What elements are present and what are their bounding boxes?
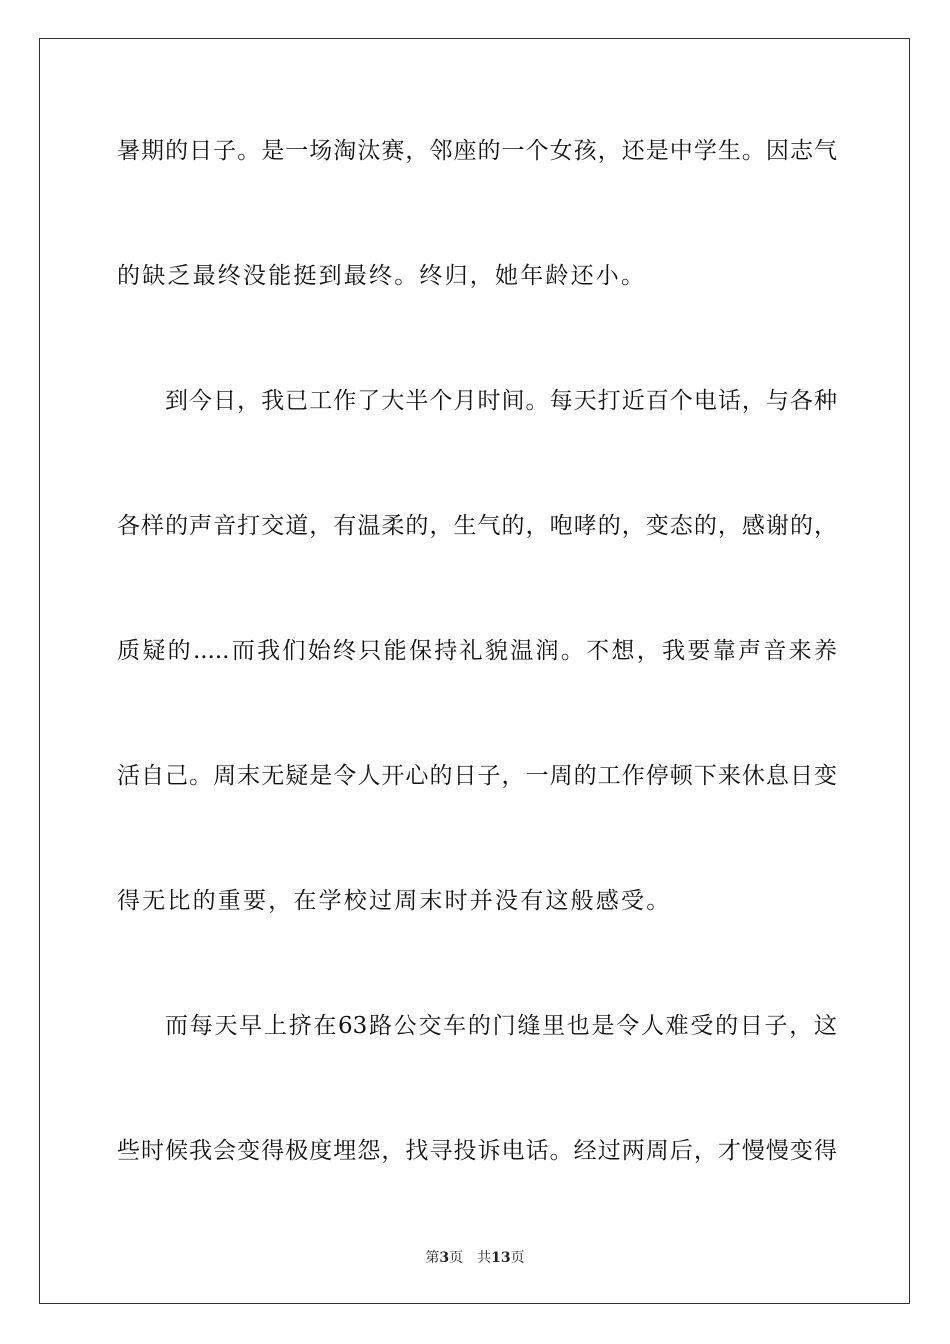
footer-total-suffix: 页 (510, 1250, 525, 1266)
footer-page-suffix: 页 (449, 1250, 464, 1266)
body-line-8: 而每天早上挤在63路公交车的门缝里也是令人难受的日子，这 (165, 1013, 837, 1039)
body-line-2: 的缺乏最终没能挺到最终。终归，她年龄还小。 (117, 263, 647, 289)
footer-page-prefix: 第 (425, 1250, 440, 1266)
footer-total-pages: 13 (491, 1250, 511, 1266)
footer-total-prefix: 共 (477, 1250, 492, 1266)
body-line-4: 各样的声音打交道，有温柔的，生气的，咆哮的，变态的，感谢的， (117, 513, 837, 539)
body-line-3: 到今日，我已工作了大半个月时间。每天打近百个电话，与各种 (165, 388, 837, 414)
body-line-7: 得无比的重要，在学校过周末时并没有这般感受。 (117, 888, 672, 914)
body-line-1: 暑期的日子。是一场淘汰赛，邻座的一个女孩，还是中学生。因志气 (117, 138, 837, 164)
body-line-6: 活自己。周末无疑是令人开心的日子，一周的工作停顿下来休息日变 (117, 763, 837, 789)
body-line-9: 些时候我会变得极度埋怨，找寻投诉电话。经过两周后，才慢慢变得 (117, 1138, 837, 1164)
body-line-5: 质疑的.....而我们始终只能保持礼貌温润。不想，我要靠声音来养 (117, 638, 837, 664)
page-footer (0, 1249, 950, 1267)
footer-page-number: 3 (439, 1250, 450, 1266)
page-border (39, 38, 910, 1304)
